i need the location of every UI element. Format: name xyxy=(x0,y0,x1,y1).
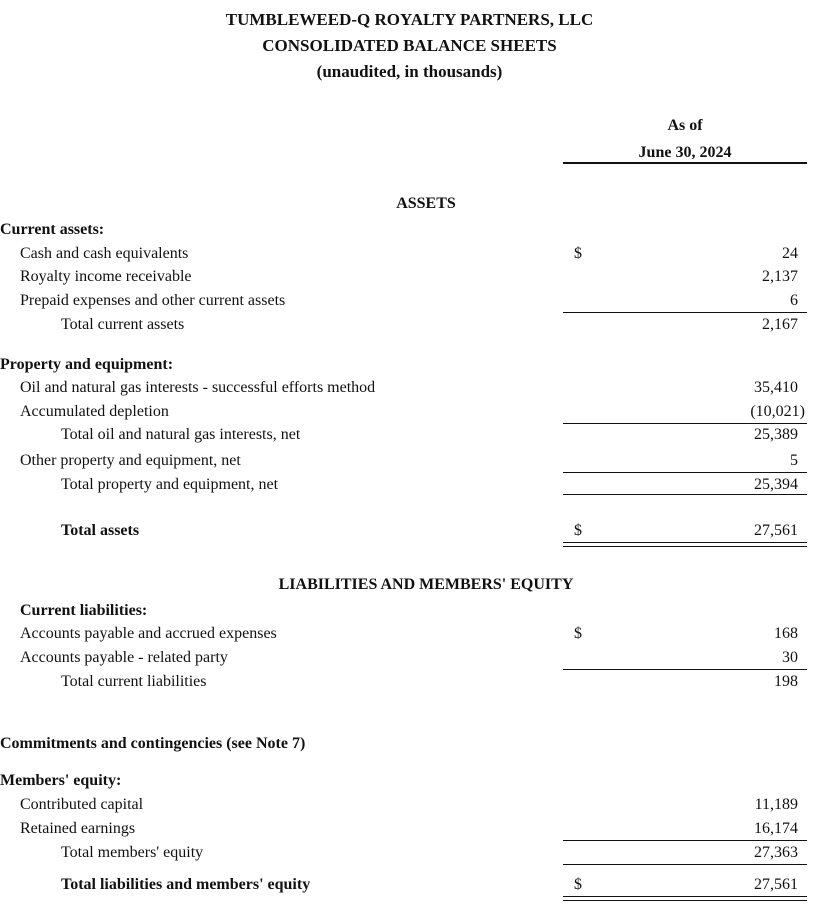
cash-currency: $ xyxy=(574,245,582,262)
other-ppe-value: 5 xyxy=(790,452,798,469)
ap-related-value: 30 xyxy=(782,649,798,666)
oil-gas-net-value: 25,389 xyxy=(754,426,798,443)
ap-related-label: Accounts payable - related party xyxy=(20,649,228,666)
rule-ap-related xyxy=(563,669,807,670)
retained-earnings-value: 16,174 xyxy=(754,820,798,837)
rule-retained-earnings xyxy=(563,840,807,841)
column-header-date: June 30, 2024 xyxy=(638,144,732,161)
rule-depletion xyxy=(563,423,807,424)
double-rule-total-liabilities-equity xyxy=(563,896,807,901)
rule-other-ppe xyxy=(563,472,807,473)
rule-total-ppe xyxy=(563,494,807,495)
statement-title: CONSOLIDATED BALANCE SHEETS xyxy=(262,36,557,55)
total-current-liabilities-value: 198 xyxy=(774,673,798,690)
double-rule-total-assets xyxy=(563,542,807,547)
oil-gas-net-label: Total oil and natural gas interests, net xyxy=(61,426,301,443)
total-current-assets-value: 2,167 xyxy=(762,316,798,333)
total-current-liabilities-label: Total current liabilities xyxy=(61,673,207,690)
statement-basis: (unaudited, in thousands) xyxy=(316,62,503,81)
prepaid-label: Prepaid expenses and other current assets xyxy=(20,292,286,309)
total-liabilities-equity-label: Total liabilities and members' equity xyxy=(61,876,311,893)
total-ppe-label: Total property and equipment, net xyxy=(61,476,279,493)
oil-gas-label: Oil and natural gas interests - successful efforts method xyxy=(20,379,376,396)
oil-gas-value: 35,410 xyxy=(754,379,798,396)
total-assets-label: Total assets xyxy=(61,522,140,539)
ap-currency: $ xyxy=(574,625,582,642)
ap-value: 168 xyxy=(774,625,798,642)
receivable-label: Royalty income receivable xyxy=(20,268,192,285)
commitments-label: Commitments and contingencies (see Note 7) xyxy=(0,735,306,752)
cash-label: Cash and cash equivalents xyxy=(20,245,189,262)
prepaid-value: 6 xyxy=(790,292,798,309)
rule-total-equity xyxy=(563,864,807,865)
total-liabilities-equity-value: 27,561 xyxy=(754,876,798,893)
total-ppe-value: 25,394 xyxy=(754,476,798,493)
contributed-capital-label: Contributed capital xyxy=(20,796,144,813)
assets-section-title: ASSETS xyxy=(396,195,456,212)
cash-value: 24 xyxy=(782,245,798,262)
members-equity-heading: Members' equity: xyxy=(0,772,122,789)
ppe-heading: Property and equipment: xyxy=(0,356,174,373)
rule-current-assets xyxy=(563,312,807,313)
current-assets-heading: Current assets: xyxy=(0,221,105,238)
total-assets-currency: $ xyxy=(574,522,582,539)
total-assets-value: 27,561 xyxy=(754,522,798,539)
total-members-equity-label: Total members' equity xyxy=(61,844,204,861)
total-members-equity-value: 27,363 xyxy=(754,844,798,861)
other-ppe-label: Other property and equipment, net xyxy=(20,452,241,469)
ap-label: Accounts payable and accrued expenses xyxy=(20,625,277,642)
depletion-label: Accumulated depletion xyxy=(20,403,169,420)
liabilities-section-title: LIABILITIES AND MEMBERS' EQUITY xyxy=(278,576,574,593)
receivable-value: 2,137 xyxy=(762,268,798,285)
contributed-capital-value: 11,189 xyxy=(754,796,798,813)
column-header-as-of: As of xyxy=(667,117,703,134)
column-header-rule xyxy=(563,162,807,164)
depletion-value: (10,021) xyxy=(750,403,805,420)
total-liabilities-equity-currency: $ xyxy=(574,876,582,893)
company-name: TUMBLEWEED-Q ROYALTY PARTNERS, LLC xyxy=(225,10,594,29)
retained-earnings-label: Retained earnings xyxy=(20,820,136,837)
current-liabilities-heading: Current liabilities: xyxy=(20,602,148,619)
total-current-assets-label: Total current assets xyxy=(61,316,185,333)
